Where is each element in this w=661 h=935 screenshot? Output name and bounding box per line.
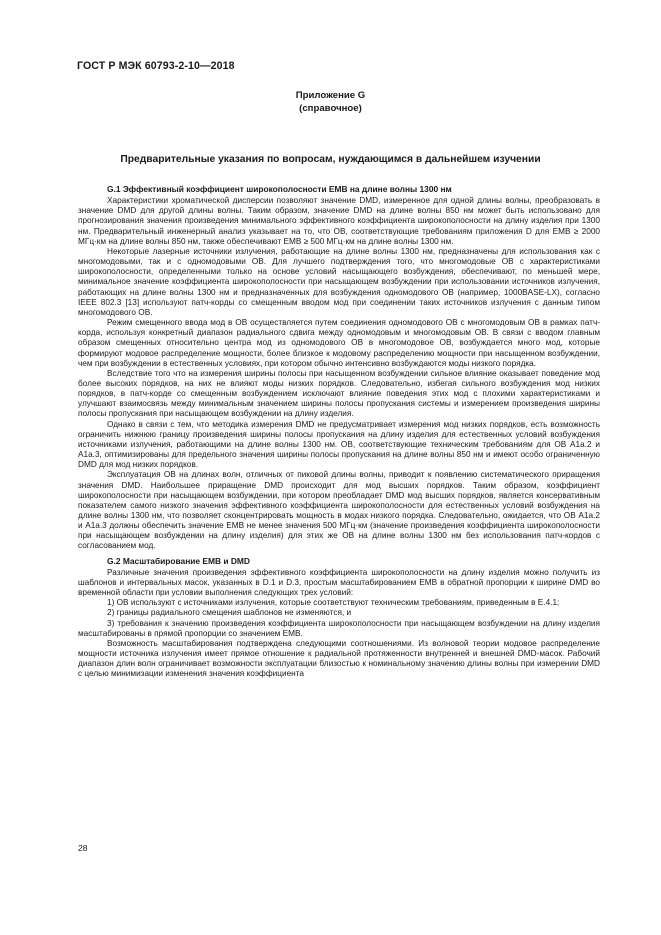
list-item: 2) границы радиального смещения шаблонов не изменяются, и	[107, 608, 352, 618]
annex-title: Приложение G	[295, 90, 366, 101]
paragraph: Некоторые лазерные источники излучения, работающие на длине волны 1300 нм, предназначены для использования как с многомодовыми, так и с одномодовыми ОВ. Для лучшего подтверждения того, что многомодовые ОВ с характеристиками широкополосности, определенными только на основе условий насыщающего возбуждения, обеспечивают, по меньшей мере, минимальное значение коэффициента широкополосности при насыщающем возбуждении при использовании источников излучения, работающих на длине волны 1300 нм и предназначенных для возбуждения одномодового ОВ (например, 1000BASE-LX), согласно IEEE 802.3 [13] используют патч-корды со смещенным вводом мод при соединении таких источников излучения с данным типом многомодового ОВ.	[78, 246, 600, 317]
section-heading-g2: G.2 Масштабирование ЕМВ и DMD	[107, 555, 250, 566]
annex-heading: Предварительные указания по вопросам, нуждающимся в дальнейшем изучении	[120, 154, 541, 165]
paragraph: Эксплуатация ОВ на длинах волн, отличных от пиковой длины волны, приводит к появлению систематического приращения значения DMD. Наибольшее приращение DMD происходит для мод высших порядков. Таким образом, коэффициент широкополосности при насыщающем возбуждении, при котором преобладает DMD мод высших порядков, является консервативным показателем самого низкого значения эффективного коэффициента широкополосности для естественных условий возбуждения на длине волны 1300 нм, что позволяет сконцентрировать мощность в модах низкого порядка. Следовательно, ожидается, что ОВ А1а.2 и А1а.3 должны обеспечить значение ЕМВ не менее значения 500 МГц·км (значение произведения коэффициента широкополосности при насыщающем возбуждении на длину изделия) для этих же ОВ на длине волны 1300 нм без использования патч-кордов с согласованием мод.	[78, 470, 600, 551]
paragraph: Вследствие того что на измерения ширины полосы при насыщенном возбуждении сильное влияние оказывает поведение мод более высоких порядков, на них не влияют моды низких порядков. Следовательно, избегая сильного возбуждения мод низких порядков, в патч-корде со смещенным возбуждением исключают влияние поведения этих мод с плохими характеристиками и улучшают взаимосвязь между минимальным значением ширины полосы пропускания системы и измерением произведения ширины полосы пропускания при насыщающем возбуждении на длину изделия.	[78, 368, 600, 419]
list-item: 1) ОВ используют с источниками излучения, которые соответствуют техническим требованиям, приведенным в Е.4.1;	[107, 598, 560, 608]
list-item: 3) требования к значению произведения коэффициента широкополосности при насыщающем возбуждении на длину изделия масштабированы в прямой пропорции со значением ЕМВ.	[78, 618, 600, 638]
page-number: 28	[78, 843, 88, 853]
paragraph: Однако в связи с тем, что методика измерения DMD не предусматривает измерения мод низких порядков, есть возможность ограничить нижнюю границу произведения ширины полосы пропускания на длину изделия для естественных условий возбуждения источниками излучения, работающими на длине волны 1300 нм. ОВ, соответствующие техническим требованиям для ОВ А1а.2 и А1а.3, оптимизированы для предельного значения ширины полосы пропускания на длине волны 850 нм и имеют особо ограниченную DMD для мод низких порядков.	[78, 419, 600, 470]
paragraph: Характеристики хроматической дисперсии позволяют значение DMD, измеренное для одной длины волны, преобразовать в значение DMD для другой длины волны. Таким образом, значение DMD на длине волны 850 нм может быть использовано для прогнозирования значения произведения минимального эффективного коэффициента широкополосности на длину изделия при 1300 нм. Предварительный инженерный анализ указывает на то, что ОВ, соответствующие требованиям приложения D для ЕМВ ≥ 2000 МГц·км на длине волны 850 нм, также обеспечивают ЕМВ ≥ 500 МГц·км на длине волны 1300 нм.	[78, 196, 600, 246]
annex-subtitle: (справочное)	[299, 103, 362, 114]
document-header: ГОСТ Р МЭК 60793-2-10—2018	[77, 60, 235, 72]
paragraph: Различные значения произведения эффективного коэффициента широкополосности на длину изделия можно получить из шаблонов и интервальных масок, указанных в D.1 и D.3, простым масштабированием ЕМВ в обратной пропорции к ширине DMD во временной области при условии выполнения следующих трех условий:	[78, 567, 600, 598]
paragraph: Возможность масштабирования подтверждена следующими соотношениями. Из волновой теории модовое распределение мощности источника излучения имеет прямое отношение к радиальной протяженности внутренней и внешней DMD-масок. Рабочий диапазон длин волн ограничивает возможности эксплуатации близостью к номинальному значению длины волны при измерении DMD с целью минимизации изменения значения коэффициента	[78, 638, 600, 679]
paragraph: Режим смещенного ввода мод в ОВ осуществляется путем соединения одномодового ОВ с многомодовым ОВ в рамках патч-корда, используя конкретный диапазон радиального сдвига между одномодовым и многомодовым ОВ. В связи с вводом главным образом смещенных относительно центра мод из одномодового ОВ в многомодовое ОВ, возбуждается много мод, которые формируют модовое распределение мощности, более близкое к модовому распределению мощности при насыщенном возбуждении, чем при возбуждении в естественных условиях, при котором обычно интенсивно возбуждаются моды низкого порядка.	[78, 318, 600, 368]
body-text	[78, 184, 600, 680]
section-heading-g1: G.1 Эффективный коэффициент широкополосности ЕМВ на длине волны 1300 нм	[107, 184, 452, 194]
